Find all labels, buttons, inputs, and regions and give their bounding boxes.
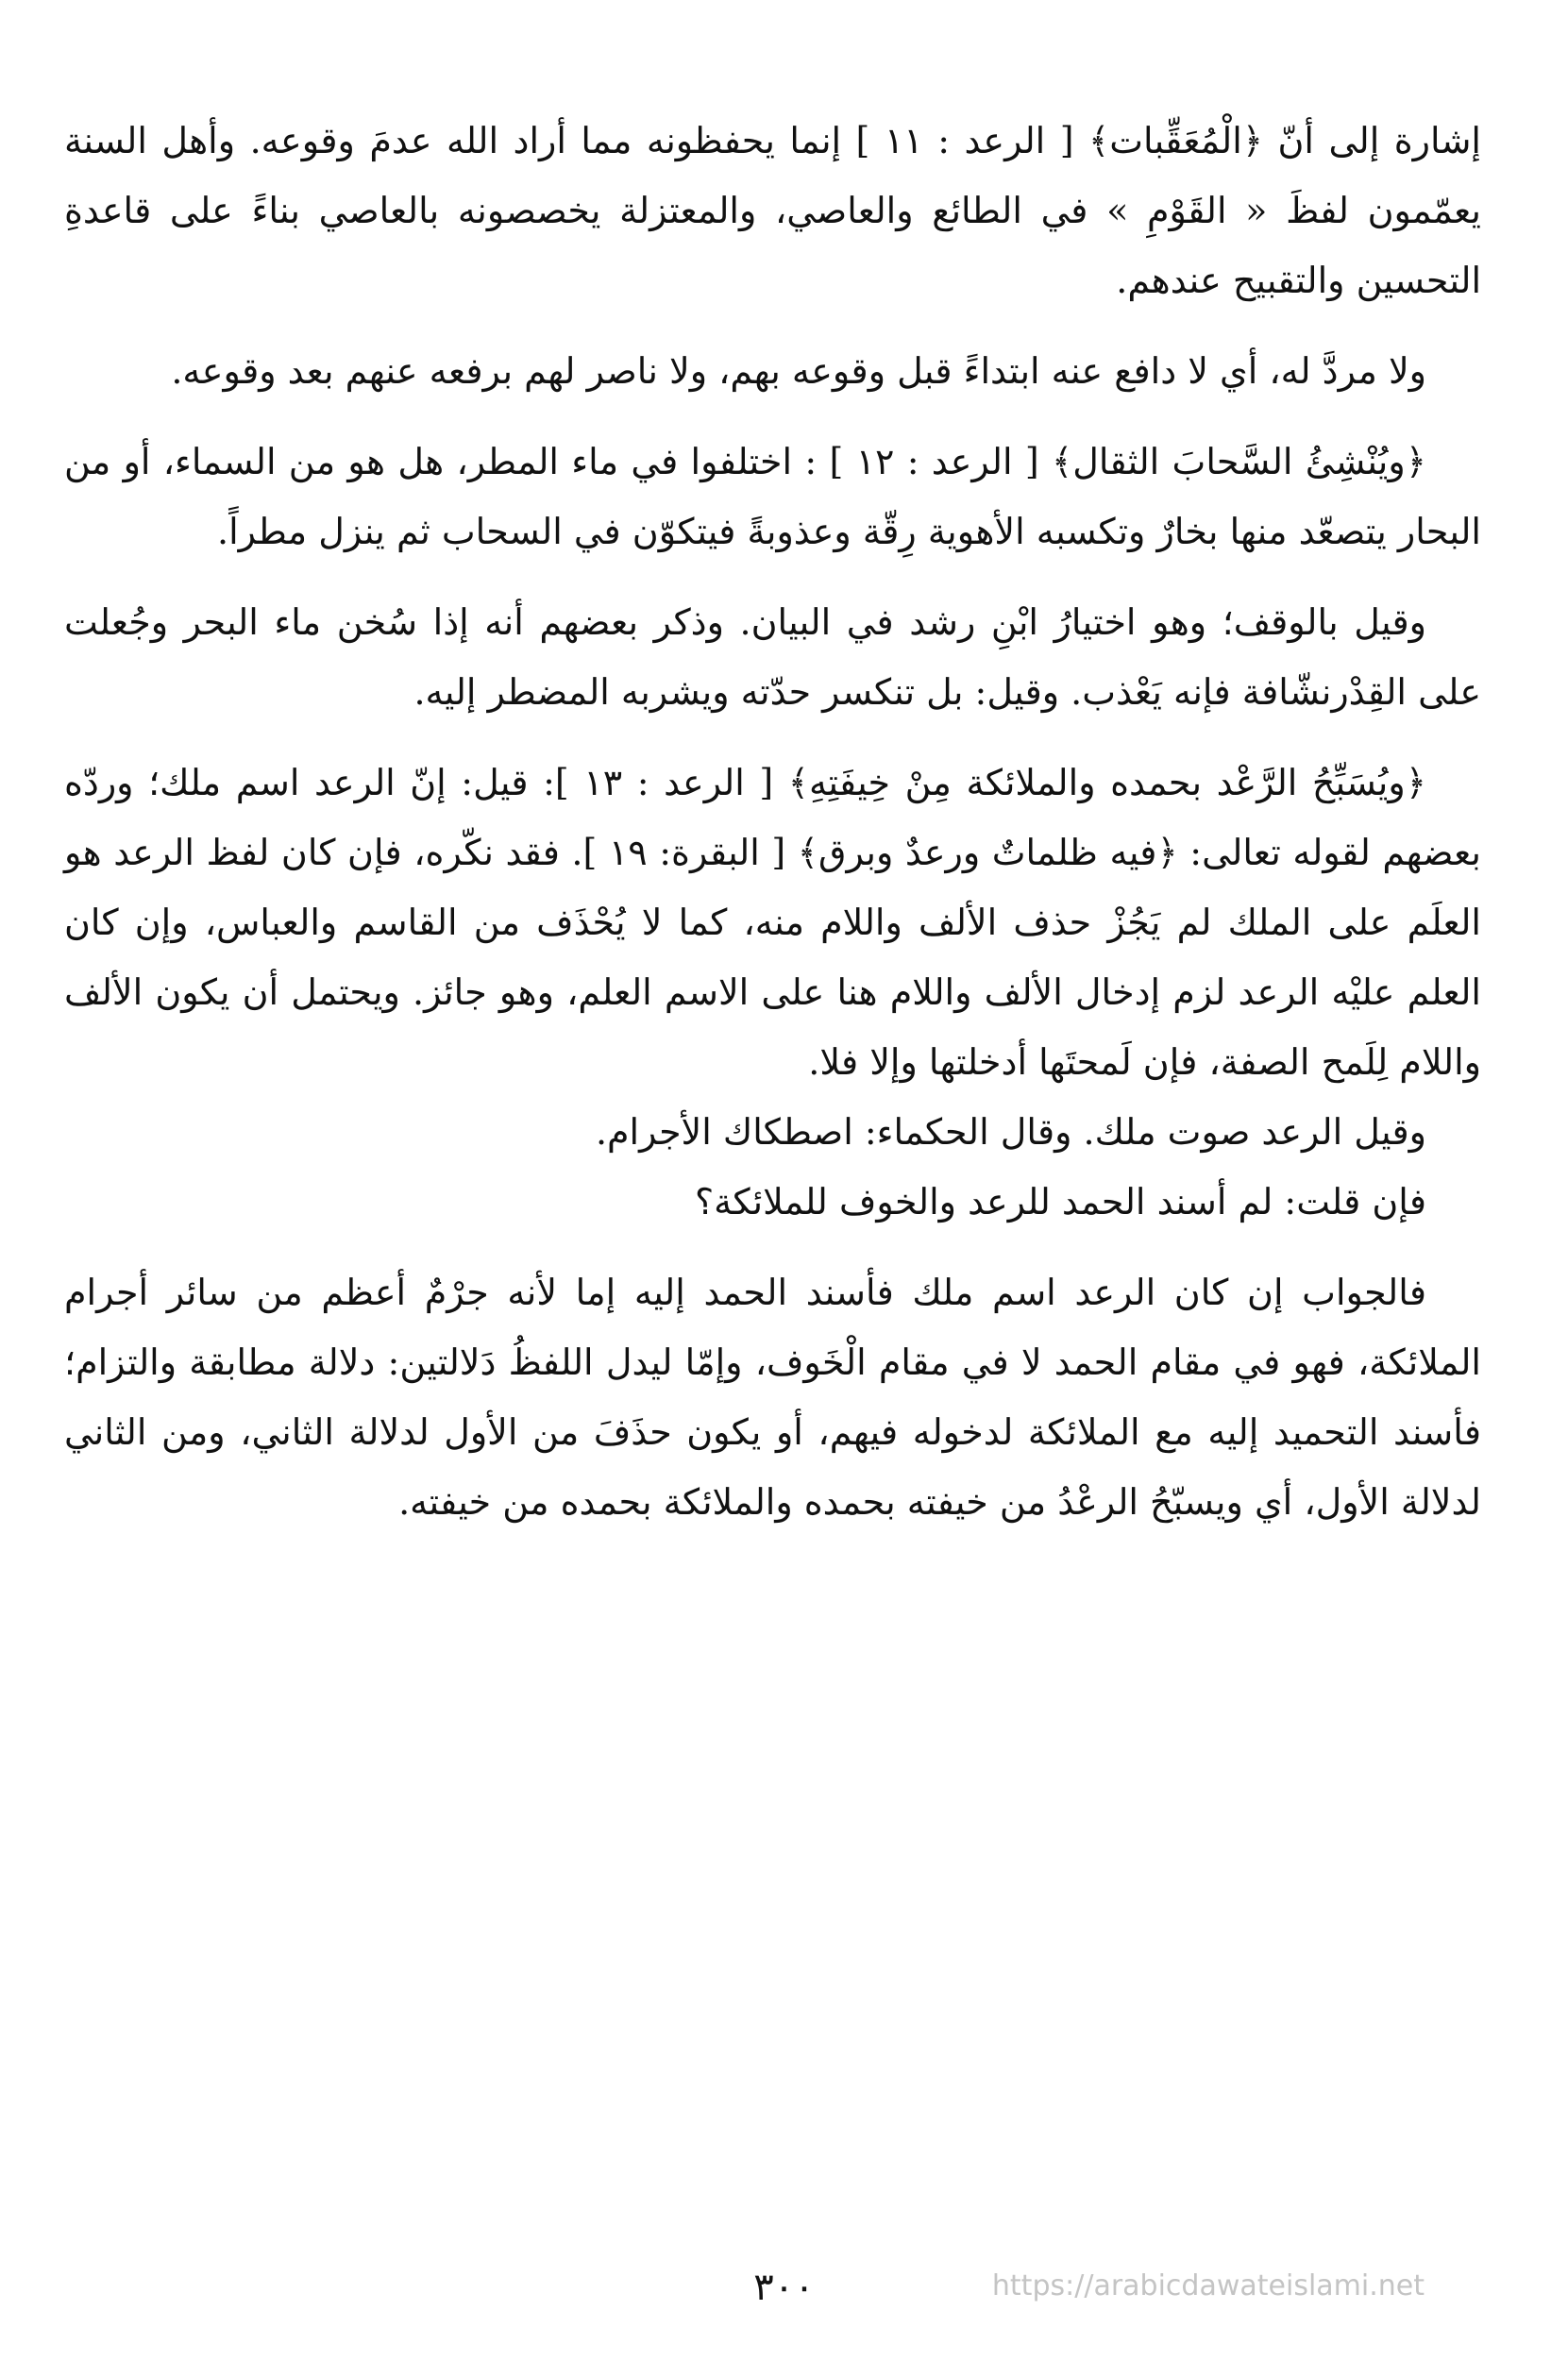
- paragraph-2: ولا مردَّ له، أي لا دافع عنه ابتداءً قبل وقوعه بهم، ولا ناصر لهم برفعه عنهم بعد وقوعه.: [171, 350, 1426, 392]
- page-body-text: [64, 106, 1481, 1537]
- paragraph-6: وقيل الرعد صوت ملك. وقال الحكماء: اصطكاك الأجرام.: [595, 1111, 1426, 1153]
- paragraph-8: فالجواب إن كان الرعد اسم ملك فأسند الحمد إليه إما لأنه جرْمٌ أعظم من سائر أجرام الملائكة، فهو في مقام الحمد لا في مقام الْخَوف، وإمّا ليدل اللفظُ دَلالتين: دلالة مطابقة والتزام؛ فأسند التحميد إليه مع الملائكة لدخوله فيهم، أو يكون حذَفَ من الأول لدلالة الثاني، ومن الثاني لدلالة الأول، أي ويسبّحُ الرعْدُ من خيفته بحمده والملائكة بحمده من خيفته.: [64, 1272, 1481, 1523]
- paragraph-1: إشارة إلى أنّ ﴿الْمُعَقِّبات﴾ [ الرعد : ١١ ] إنما يحفظونه مما أراد الله عدمَ وقوعه. وأهل السنة يعمّمون لفظَ « القَوْمِ » في الطائع والعاصي، والمعتزلة يخصصونه بالعاصي بناءً على قاعدةِ التحسين والتقبيح عندهم.: [64, 120, 1481, 301]
- paragraph-7: فإن قلت: لم أسند الحمد للرعد والخوف للملائكة؟: [694, 1181, 1426, 1223]
- watermark-url: https://arabicdawateislami.net: [991, 2269, 1425, 2302]
- paragraph-4: وقيل بالوقف؛ وهو اختيارُ ابْنِ رشد في البيان. وذكر بعضهم أنه إذا سُخن ماء البحر وجُعلت على القِدْرنشّافة فإنه يَعْذب. وقيل: بل تنكسر حدّته ويشربه المضطر إليه.: [64, 601, 1481, 713]
- page-number: ٣٠٠: [753, 2266, 815, 2309]
- paragraph-5: ﴿ويُسَبِّحُ الرَّعْد بحمده والملائكة مِنْ خِيفَتِهِ﴾ [ الرعد : ١٣ ]: قيل: إنّ الرعد اسم ملك؛ وردّه بعضهم لقوله تعالى: ﴿فيه ظلماتٌ ورعدٌ وبرق﴾ [ البقرة: ١٩ ]. فقد نكّره، فإن كان لفظ الرعد هو العلَم على الملك لم يَجُزْ حذف الألف واللام منه، كما لا يُحْذَف من القاسم والعباس، وإن كان العلم عليْه الرعد لزم إدخال الألف واللام هنا على الاسم العلم، وهو جائز. ويحتمل أن يكون الألف واللام لِلَمح الصفة، فإن لَمحتَها أدخلتها وإلا فلا.: [64, 762, 1481, 1083]
- paragraph-3: ﴿ويُنْشِئُ السَّحابَ الثقال﴾ [ الرعد : ١٢ ] : اختلفوا في ماء المطر، هل هو من السماء، أو من البحار يتصعّد منها بخارٌ وتكسبه الأهوية رِقّة وعذوبةً فيتكوّن في السحاب ثم ينزل مطراً.: [64, 441, 1481, 552]
